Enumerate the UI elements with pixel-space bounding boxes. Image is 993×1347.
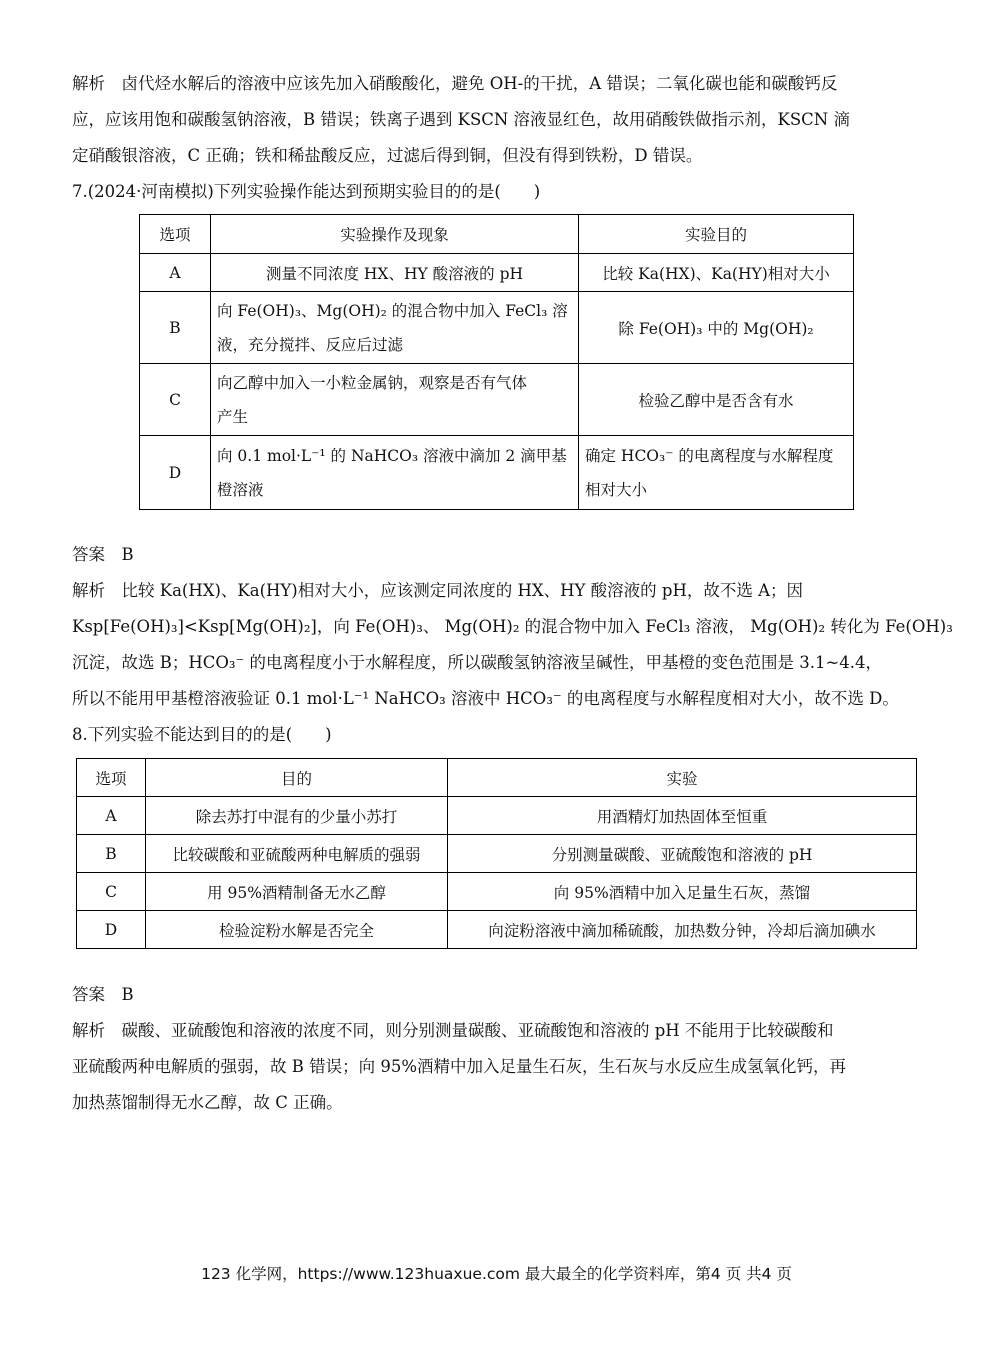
table-row (140, 292, 854, 364)
purpose-cell (579, 436, 854, 510)
analysis-line: 解析 卤代烃水解后的溶液中应该先加入硝酸酸化，避免 OH-的干扰，A 错误；二氧化碳也能和碳酸钙反 (72, 74, 838, 93)
analysis-line: 解析 碳酸、亚硫酸饱和溶液的浓度不同，则分别测量碳酸、亚硫酸饱和溶液的 pH 不能用于比较碳酸和 (72, 1021, 834, 1040)
cell-line: 相对大小 (585, 480, 648, 499)
experiment-cell: 向 95%酒精中加入足量生石灰，蒸馏 (448, 873, 917, 911)
option-cell: B (140, 292, 211, 364)
option-cell: D (77, 911, 146, 949)
option-cell: A (140, 254, 211, 292)
table-header-row (77, 759, 917, 797)
table-row (140, 436, 854, 510)
option-cell: B (77, 835, 146, 873)
operation-cell: 测量不同浓度 HX、HY 酸溶液的 pH (211, 254, 579, 292)
purpose-cell: 除 Fe(OH)₃ 中的 Mg(OH)₂ (579, 292, 854, 364)
question-8-stem: 8.下列实验不能达到目的的是( ) (72, 725, 332, 744)
purpose-cell: 检验淀粉水解是否完全 (146, 911, 448, 949)
table-row (77, 835, 917, 873)
table-row (140, 254, 854, 292)
option-cell: A (77, 797, 146, 835)
cell-line: 橙溶液 (217, 480, 264, 499)
operation-cell (211, 292, 579, 364)
option-cell: C (77, 873, 146, 911)
table-row (77, 797, 917, 835)
operation-cell (211, 364, 579, 436)
table-row (77, 873, 917, 911)
header-option: 选项 (140, 215, 211, 254)
experiment-cell: 向淀粉溶液中滴加稀硫酸，加热数分钟，冷却后滴加碘水 (448, 911, 917, 949)
question-8-answer: 答案 B (72, 985, 134, 1004)
analysis-line: 所以不能用甲基橙溶液验证 0.1 mol·L⁻¹ NaHCO₃ 溶液中 HCO₃⁻ 的电离程度与水解程度相对大小，故不选 D。 (72, 689, 899, 708)
question-7-analysis (72, 573, 953, 717)
purpose-cell: 比较碳酸和亚硫酸两种电解质的强弱 (146, 835, 448, 873)
cell-line: 向乙醇中加入一小粒金属钠，观察是否有气体 (217, 373, 528, 392)
header-purpose: 实验目的 (579, 215, 854, 254)
question-7-answer: 答案 B (72, 545, 134, 564)
analysis-line: 解析 比较 Ka(HX)、Ka(HY)相对大小，应该测定同浓度的 HX、HY 酸溶液的 pH，故不选 A；因 (72, 581, 804, 600)
table-header-row (140, 215, 854, 254)
cell-line: 液，充分搅拌、反应后过滤 (217, 335, 404, 354)
header-option: 选项 (77, 759, 146, 797)
analysis-line: 应，应该用饱和碳酸氢钠溶液，B 错误；铁离子遇到 KSCN 溶液显红色，故用硝酸铁做指示剂，KSCN 滴 (72, 110, 850, 129)
question-8-table (76, 758, 917, 949)
previous-analysis (72, 66, 922, 174)
cell-line: 向 Fe(OH)₃、Mg(OH)₂ 的混合物中加入 FeCl₃ 溶 (217, 301, 568, 320)
header-experiment: 实验 (448, 759, 917, 797)
purpose-cell: 检验乙醇中是否含有水 (579, 364, 854, 436)
question-8-analysis (72, 1013, 922, 1121)
option-cell: D (140, 436, 211, 510)
experiment-cell: 分别测量碳酸、亚硫酸饱和溶液的 pH (448, 835, 917, 873)
analysis-line: 沉淀，故选 B；HCO₃⁻ 的电离程度小于水解程度，所以碳酸氢钠溶液呈碱性，甲基橙的变色范围是 3.1~4.4， (72, 653, 883, 672)
table-row (140, 364, 854, 436)
analysis-line: Ksp[Fe(OH)₃]<Ksp[Mg(OH)₂]，向 Fe(OH)₃、 Mg(OH)₂ 的混合物中加入 FeCl₃ 溶液， Mg(OH)₂ 转化为 Fe(OH)₃ (72, 617, 953, 636)
purpose-cell: 用 95%酒精制备无水乙醇 (146, 873, 448, 911)
purpose-cell: 比较 Ka(HX)、Ka(HY)相对大小 (579, 254, 854, 292)
experiment-cell: 用酒精灯加热固体至恒重 (448, 797, 917, 835)
analysis-line: 加热蒸馏制得无水乙醇，故 C 正确。 (72, 1093, 343, 1112)
cell-line: 确定 HCO₃⁻ 的电离程度与水解程度 (585, 446, 834, 465)
question-7-stem: 7.(2024·河南模拟)下列实验操作能达到预期实验目的的是( ) (72, 182, 541, 201)
analysis-line: 定硝酸银溶液，C 正确；铁和稀盐酸反应，过滤后得到铜，但没有得到铁粉，D 错误。 (72, 146, 703, 165)
table-row (77, 911, 917, 949)
page-footer: 123 化学网，https://www.123huaxue.com 最大最全的化学资料库，第4 页 共4 页 (201, 1265, 792, 1283)
cell-line: 产生 (217, 407, 249, 426)
analysis-line: 亚硫酸两种电解质的强弱，故 B 错误；向 95%酒精中加入足量生石灰，生石灰与水反应生成氢氧化钙，再 (72, 1057, 847, 1076)
header-purpose: 目的 (146, 759, 448, 797)
cell-line: 向 0.1 mol·L⁻¹ 的 NaHCO₃ 溶液中滴加 2 滴甲基 (217, 446, 567, 465)
option-cell: C (140, 364, 211, 436)
question-7-table (139, 214, 854, 510)
operation-cell (211, 436, 579, 510)
header-operation: 实验操作及现象 (211, 215, 579, 254)
purpose-cell: 除去苏打中混有的少量小苏打 (146, 797, 448, 835)
